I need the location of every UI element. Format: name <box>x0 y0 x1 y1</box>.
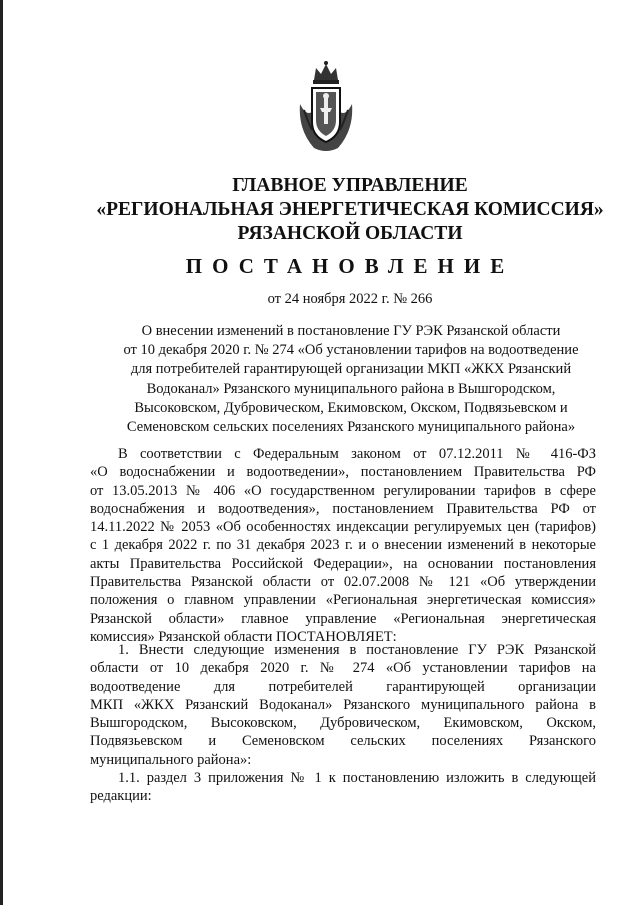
scan-edge <box>0 0 3 905</box>
paragraph-line: положения о главном управлении «Региональная энергетическая комиссия» <box>90 592 596 609</box>
document-type: ПОСТАНОВЛЕНИЕ <box>185 254 515 278</box>
paragraph-line: «О водоснабжении и водоотведении», постановлением Правительства РФ <box>90 464 596 481</box>
header-line-2: «РЕГИОНАЛЬНАЯ ЭНЕРГЕТИЧЕСКАЯ КОМИССИЯ» <box>96 199 604 220</box>
paragraph-line: комиссия» Рязанской области ПОСТАНОВЛЯЕТ: <box>90 628 397 645</box>
paragraph-line: области от 10 декабря 2020 г. № 274 «Об установлении тарифов на <box>90 660 596 677</box>
paragraph-line: Правительства Рязанской области от 02.07.2008 № 121 «Об утверждении <box>90 574 596 591</box>
item-1-paragraph <box>90 641 596 769</box>
coat-of-arms-icon <box>294 60 358 156</box>
document-date: от 24 ноября 2022 г. № 266 <box>267 291 433 307</box>
subject-line: от 10 декабря 2020 г. № 274 «Об установлении тарифов на водоотведение <box>123 342 579 359</box>
paragraph-line: водоснабжения и водоотведения», постановлением Правительства РФ от <box>90 500 596 517</box>
paragraph-line: Вышгородском, Высоковском, Дубровическом, Екимовском, Окском, <box>90 715 596 732</box>
preamble-paragraph <box>90 445 596 646</box>
subject-line: О внесении изменений в постановление ГУ РЭК Рязанской области <box>141 323 561 339</box>
subject-line: Высоковском, Дубровическом, Екимовском, Окском, Подвязьевском и <box>134 399 568 416</box>
document-subject <box>92 322 610 437</box>
paragraph-line: МКП «ЖКХ Рязанский Водоканал» Рязанского муниципального района в <box>90 696 596 713</box>
paragraph-line: 14.11.2022 № 2053 «Об особенностях индексации регулируемых цен (тарифов) <box>90 519 596 536</box>
paragraph-line: редакции: <box>90 788 152 805</box>
header-line-3: РЯЗАНСКОЙ ОБЛАСТИ <box>237 223 463 244</box>
paragraph-line: 1. Внести следующие изменения в постановление ГУ РЭК Рязанской <box>118 642 596 658</box>
paragraph-line: муниципального района»: <box>90 751 252 768</box>
item-1-1-paragraph <box>90 769 596 806</box>
paragraph-line: 1.1. раздел 3 приложения № 1 к постановлению изложить в следующей <box>118 770 596 786</box>
header-line-1: ГЛАВНОЕ УПРАВЛЕНИЕ <box>232 175 468 196</box>
paragraph-line: с 1 декабря 2022 г. по 31 декабря 2023 г. и о внесении изменений в некоторые <box>90 537 596 554</box>
subject-line: для потребителей гарантирующей организации МКП «ЖКХ Рязанский <box>130 361 572 378</box>
subject-line: Семеновском сельских поселениях Рязанского муниципального района» <box>126 419 576 436</box>
paragraph-line: Рязанской области» главное управление «Региональная энергетическая <box>90 610 596 627</box>
subject-line: Водоканал» Рязанского муниципального района в Вышгородском, <box>146 380 556 397</box>
paragraph-line: от 13.05.2013 № 406 «О государственном регулировании тарифов в сфере <box>90 482 596 499</box>
paragraph-line: В соответствии с Федеральным законом от 07.12.2011 № 416-ФЗ <box>118 446 596 462</box>
paragraph-line: акты Правительства Российской Федерации», на основании постановления <box>90 555 596 572</box>
paragraph-line: водоотведение для потребителей гарантирующей организации <box>90 678 596 695</box>
paragraph-line: Подвязьевском и Семеновском сельских поселениях Рязанского <box>90 733 596 750</box>
